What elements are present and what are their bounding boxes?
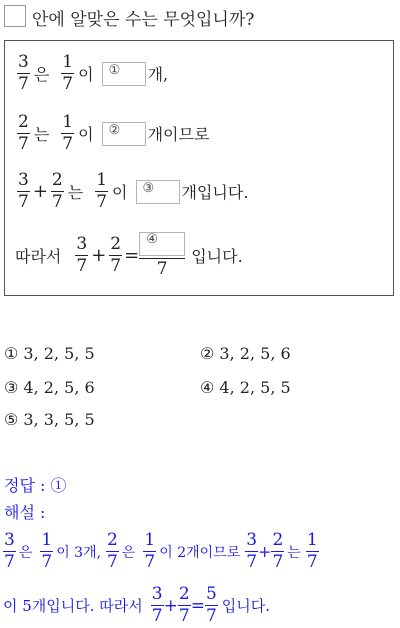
fraction: $\frac{1}{7}$ <box>62 112 74 154</box>
problem-line-4 <box>15 232 243 278</box>
plus-sign: + <box>163 595 178 616</box>
fraction: $\frac{3}{7}$ <box>18 52 29 94</box>
text: 는 <box>33 125 50 144</box>
fraction: $\frac{3}{7}$ <box>151 584 163 626</box>
text: 는 <box>287 544 301 561</box>
text: 이 3개, <box>56 544 102 561</box>
equals-sign: = <box>124 244 140 266</box>
fraction: $\frac{3}{7}$ <box>18 170 29 212</box>
explanation-line-1 <box>3 532 319 571</box>
text: 개입니다. <box>181 183 249 202</box>
text: 개, <box>147 65 169 84</box>
fraction: $\frac{2}{7}$ <box>178 584 190 626</box>
fraction: $\frac{1}{7}$ <box>41 530 53 572</box>
text: 은 <box>121 544 136 561</box>
plus-sign: + <box>258 542 272 561</box>
text: 따라서 <box>15 246 62 266</box>
plus-sign: + <box>32 181 48 202</box>
fraction: $\frac{1}{7}$ <box>144 530 156 572</box>
fraction: $\frac{2}{7}$ <box>51 170 63 212</box>
text: 는 <box>67 183 84 202</box>
problem-line-1 <box>17 54 168 93</box>
answer-label: 정답 : ① <box>4 476 67 495</box>
answer-blank-4: ④ <box>139 232 185 256</box>
answer-blank-3: ③ <box>136 180 180 204</box>
question-text: 안에 알맞은 수는 무엇입니까? <box>32 10 255 30</box>
explanation-label: 해설 : <box>4 503 46 522</box>
question-blank-box <box>4 5 26 27</box>
fraction: $\frac{1}{7}$ <box>62 52 74 94</box>
fraction: $\frac{3}{7}$ <box>246 530 258 572</box>
answer-blank-2: ② <box>102 122 146 146</box>
fraction: $\frac{3}{7}$ <box>76 233 88 276</box>
fraction: $\frac{1}{7}$ <box>96 170 108 212</box>
text: 개이므로 <box>147 125 210 144</box>
text: 은 <box>18 544 33 561</box>
problem-line-3 <box>17 172 248 211</box>
fraction: $\frac{2}{7}$ <box>272 530 284 572</box>
fraction: $\frac{1}{7}$ <box>306 530 318 572</box>
answer-fraction-4: $\frac{\text{④}}{7}$ <box>139 232 185 278</box>
explanation-line-2 <box>3 586 270 625</box>
answer-blank-1: ① <box>102 62 146 86</box>
fraction: $\frac{5}{7}$ <box>205 584 217 626</box>
plus-sign: + <box>91 244 107 266</box>
choice-2[interactable]: ② 3, 2, 5, 6 <box>200 344 291 363</box>
choice-1[interactable]: ① 3, 2, 5, 5 <box>4 344 95 363</box>
text: 은 <box>33 65 50 84</box>
text: 이 2개이므로 <box>159 544 241 561</box>
fraction: $\frac{2}{7}$ <box>107 530 118 572</box>
fraction: $\frac{3}{7}$ <box>4 530 15 572</box>
text: 이 5개입니다. 따라서 <box>3 597 143 615</box>
text: 이 <box>78 65 94 84</box>
text: 입니다. <box>191 246 243 266</box>
equals-sign: = <box>190 595 205 616</box>
choice-5[interactable]: ⑤ 3, 3, 5, 5 <box>4 410 95 429</box>
problem-line-2 <box>17 114 209 153</box>
choice-4[interactable]: ④ 4, 2, 5, 5 <box>200 378 291 397</box>
fraction: $\frac{2}{7}$ <box>18 112 29 154</box>
choice-3[interactable]: ③ 4, 2, 5, 6 <box>4 378 95 397</box>
text: 이 <box>78 125 94 144</box>
text: 입니다. <box>221 597 271 615</box>
fraction: $\frac{2}{7}$ <box>110 233 122 276</box>
text: 이 <box>112 183 128 202</box>
